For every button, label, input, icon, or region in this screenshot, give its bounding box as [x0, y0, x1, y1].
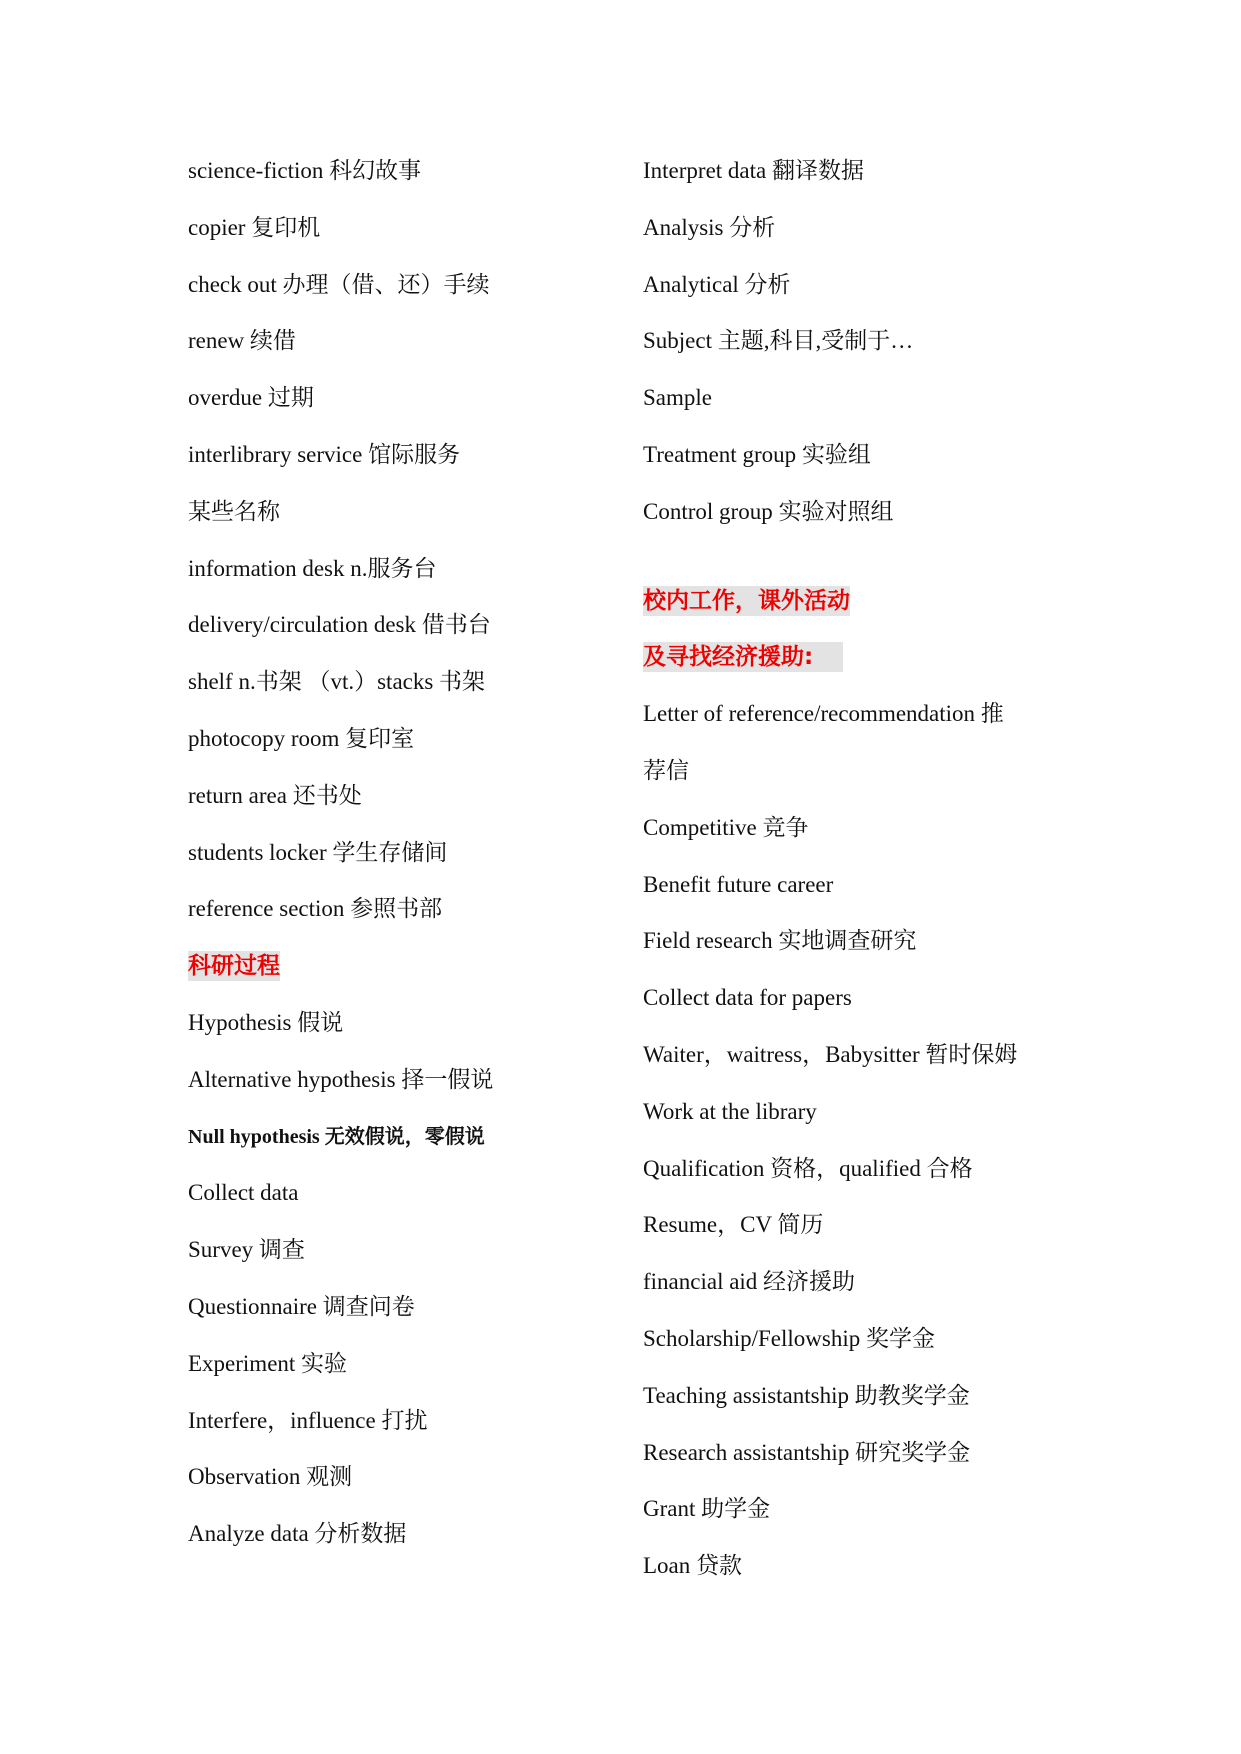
term-line: renew 续借 [188, 328, 296, 354]
term-line: Survey 调查 [188, 1237, 305, 1263]
term-line: science-fiction 科幻故事 [188, 158, 422, 183]
term-line: Work at the library [643, 1098, 817, 1124]
term-line: Sample [643, 385, 712, 411]
term-line: check out 办理（借、还）手续 [188, 271, 490, 297]
term-line: Grant 助学金 [643, 1496, 771, 1522]
section-heading-text: 校内工作，课外活动 [643, 587, 850, 614]
term-line: reference section 参照书部 [188, 896, 443, 922]
term-line: return area 还书处 [188, 782, 362, 808]
term-line: Interpret data 翻译数据 [643, 158, 864, 183]
term-line: delivery/circulation desk 借书台 [188, 612, 491, 638]
term-line: Scholarship/Fellowship 奖学金 [643, 1325, 935, 1351]
left-column [188, 158, 608, 1578]
term-line: Alternative hypothesis 择一假说 [188, 1066, 494, 1092]
term-line: shelf n.书架 （vt.）stacks 书架 [188, 669, 486, 695]
term-line: overdue 过期 [188, 385, 314, 411]
term-line: Null hypothesis 无效假说，零假说 [188, 1125, 485, 1148]
term-line: photocopy room 复印室 [188, 725, 415, 751]
term-line: Qualification 资格，qualified 合格 [643, 1155, 973, 1181]
section-heading-financial-aid [643, 644, 1073, 701]
term-line: Questionnaire 调查问卷 [188, 1293, 415, 1319]
term-line: Observation 观测 [188, 1464, 353, 1490]
section-heading-text: 科研过程 [188, 953, 280, 980]
term-line: financial aid 经济援助 [643, 1269, 856, 1295]
term-line: students locker 学生存储间 [188, 839, 448, 865]
term-line: 某些名称 [188, 498, 280, 524]
term-line: Subject 主题,科目,受制于… [643, 328, 914, 354]
term-line: Control group 实验对照组 [643, 498, 894, 524]
term-line: information desk n.服务台 [188, 555, 437, 581]
term-line: Experiment 实验 [188, 1350, 348, 1376]
section-heading-research [188, 953, 608, 1010]
term-line: Analyze data 分析数据 [188, 1521, 407, 1547]
right-column [643, 158, 1073, 1610]
term-line: Analysis 分析 [643, 214, 776, 240]
term-line: Waiter，waitress，Babysitter 暂时保姆 [643, 1041, 1018, 1067]
section-heading-text: 及寻找经济援助: [643, 642, 843, 672]
term-line: Field research 实地调查研究 [643, 928, 917, 954]
term-line: Competitive 竞争 [643, 814, 809, 840]
term-line: interlibrary service 馆际服务 [188, 441, 461, 467]
term-line: Interfere，influence 打扰 [188, 1407, 428, 1433]
term-line: Research assistantship 研究奖学金 [643, 1439, 971, 1465]
term-line: Letter of reference/recommendation 推 [643, 701, 1004, 727]
term-line: Loan 贷款 [643, 1553, 743, 1579]
term-line: Benefit future career [643, 871, 834, 897]
section-heading-campus-work [643, 588, 1073, 645]
term-line: Analytical 分析 [643, 271, 791, 297]
term-line: 荐信 [643, 757, 689, 783]
term-line: Collect data for papers [643, 985, 852, 1011]
term-line: Teaching assistantship 助教奖学金 [643, 1382, 970, 1408]
term-line: copier 复印机 [188, 214, 321, 240]
term-line: Treatment group 实验组 [643, 441, 871, 467]
term-line: Collect data [188, 1180, 299, 1206]
term-line: Hypothesis 假说 [188, 1009, 344, 1035]
term-line: Resume，CV 简历 [643, 1212, 824, 1238]
